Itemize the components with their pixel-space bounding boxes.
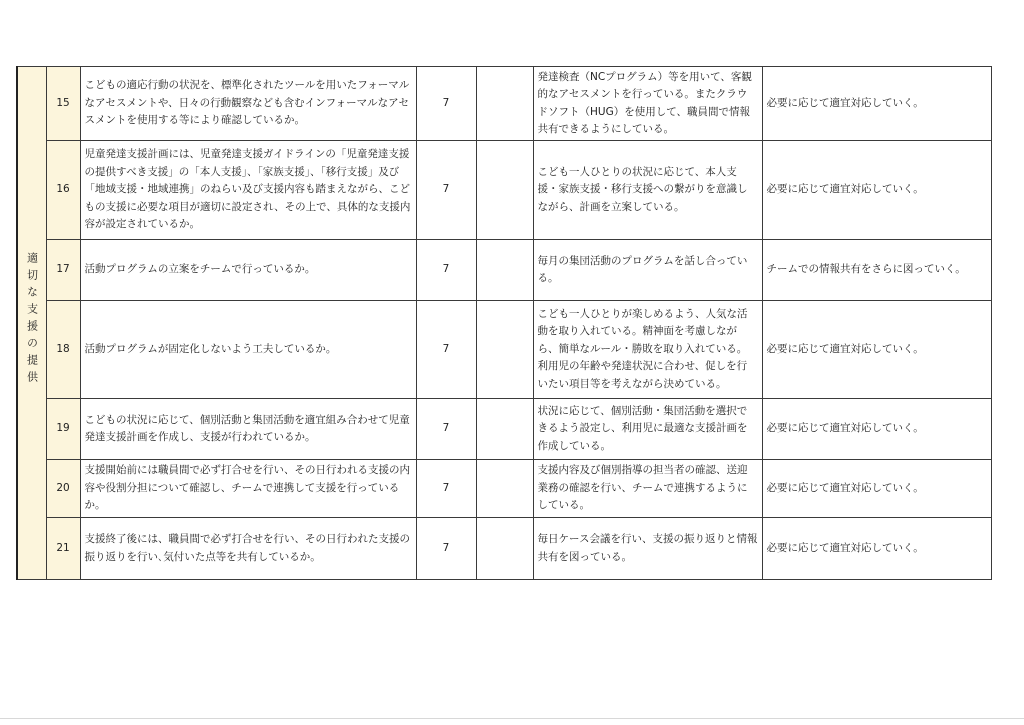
status-text: 状況に応じて、個別活動・集団活動を選択できるよう設定し、利用児に最適な支援計画を作成している。	[533, 399, 762, 460]
table-row	[17, 141, 991, 240]
improvement-plan: 必要に応じて適宜対応していく。	[762, 141, 991, 240]
question-text: 支援終了後には、職員間で必ず打合せを行い、その日行われた支援の振り返りを行い､気付いた点等を共有しているか。	[80, 518, 416, 580]
blank-cell	[476, 240, 533, 301]
evaluation-table	[16, 66, 992, 580]
improvement-plan: チームでの情報共有をさらに図っていく。	[762, 240, 991, 301]
score-value: 7	[416, 301, 476, 399]
question-text: こどもの適応行動の状況を、標準化されたツールを用いたフォーマルなアセスメントや、日々の行動観察なども含むインフォーマルなアセスメントを使用する等により確認しているか。	[80, 67, 416, 141]
status-text: 発達検査（NCプログラム）等を用いて、客観的なアセスメントを行っている。またクラウドソフト（HUG）を使用して、職員間で情報共有できるようにしている。	[533, 67, 762, 141]
improvement-plan: 必要に応じて適宜対応していく。	[762, 67, 991, 141]
table-row	[17, 518, 991, 580]
score-value: 7	[416, 240, 476, 301]
row-number: 15	[46, 67, 80, 141]
status-text: こども一人ひとりの状況に応じて、本人支援・家族支援・移行支援への繋がりを意識しながら、計画を立案している。	[533, 141, 762, 240]
score-value: 7	[416, 399, 476, 460]
question-text: 活動プログラムが固定化しないよう工夫しているか。	[80, 301, 416, 399]
blank-cell	[476, 301, 533, 399]
status-text: こども一人ひとりが楽しめるよう、人気な活動を取り入れている。精神面を考慮しながら、簡単なルール・勝敗を取り入れている。利用児の年齢や発達状況に合わせ、促しを行いたい項目等を考えながら決めている。	[533, 301, 762, 399]
improvement-plan: 必要に応じて適宜対応していく。	[762, 518, 991, 580]
row-number: 17	[46, 240, 80, 301]
score-value: 7	[416, 67, 476, 141]
row-number: 20	[46, 460, 80, 518]
blank-cell	[476, 399, 533, 460]
row-number: 21	[46, 518, 80, 580]
status-text: 毎月の集団活動のプログラムを話し合っている。	[533, 240, 762, 301]
row-number: 19	[46, 399, 80, 460]
score-value: 7	[416, 141, 476, 240]
category-cell	[17, 67, 46, 580]
question-text: 児童発達支援計画には、児童発達支援ガイドラインの「児童発達支援の提供すべき支援」の「本人支援」、「家族支援」、「移行支援」及び「地域支援・地域連携」のねらい及び支援内容も踏まえながら、こどもの支援に必要な項目が適切に設定され、その上で、具体的な支援内容が設定されているか。	[80, 141, 416, 240]
improvement-plan: 必要に応じて適宜対応していく。	[762, 460, 991, 518]
blank-cell	[476, 460, 533, 518]
question-text: こどもの状況に応じて、個別活動と集団活動を適宜組み合わせて児童発達支援計画を作成し、支援が行われているか。	[80, 399, 416, 460]
table-row	[17, 240, 991, 301]
category-label: 適切な支援の提供	[25, 251, 39, 388]
table-row	[17, 460, 991, 518]
blank-cell	[476, 67, 533, 141]
question-text: 支援開始前には職員間で必ず打合せを行い、その日行われる支援の内容や役割分担について確認し、チームで連携して支援を行っているか。	[80, 460, 416, 518]
improvement-plan: 必要に応じて適宜対応していく。	[762, 301, 991, 399]
question-text: 活動プログラムの立案をチームで行っているか。	[80, 240, 416, 301]
score-value: 7	[416, 460, 476, 518]
table-row	[17, 399, 991, 460]
improvement-plan: 必要に応じて適宜対応していく。	[762, 399, 991, 460]
row-number: 18	[46, 301, 80, 399]
table-row	[17, 67, 991, 141]
score-value: 7	[416, 518, 476, 580]
status-text: 支援内容及び個別指導の担当者の確認、送迎業務の確認を行い、チームで連携するようにしている。	[533, 460, 762, 518]
status-text: 毎日ケース会議を行い、支援の振り返りと情報共有を図っている。	[533, 518, 762, 580]
table-row	[17, 301, 991, 399]
blank-cell	[476, 518, 533, 580]
blank-cell	[476, 141, 533, 240]
page-edge-line	[0, 718, 1024, 719]
row-number: 16	[46, 141, 80, 240]
